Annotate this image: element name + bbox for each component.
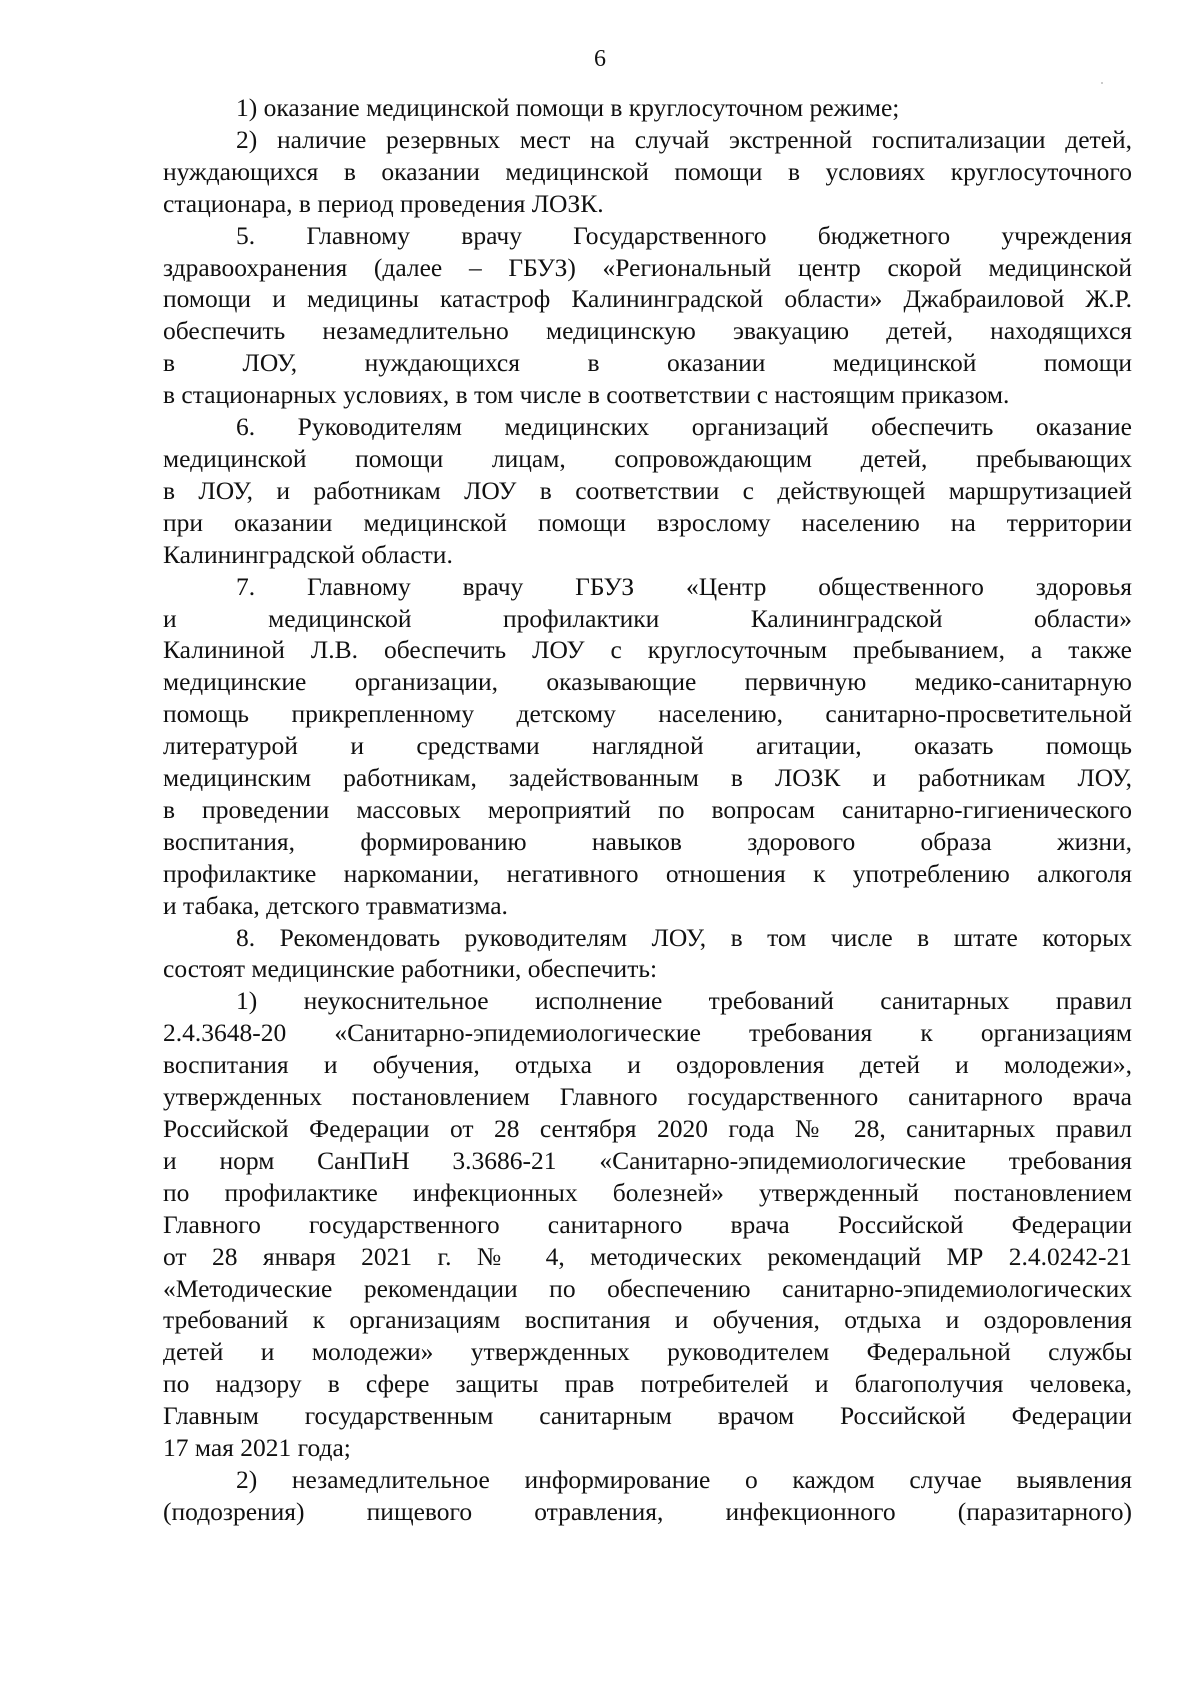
- text-line: и табака, детского травматизма.: [163, 890, 508, 920]
- page-number: 6: [594, 46, 606, 72]
- text-line: «Методические рекомендации по обеспечению санитарно-эпидемиологических: [163, 1273, 1132, 1303]
- text-line: медицинские организации, оказывающие первичную медико-санитарную: [163, 667, 1132, 697]
- text-line: 7. Главному врачу ГБУЗ «Центр общественного здоровья: [236, 571, 1132, 601]
- text-line: в проведении массовых мероприятий по вопросам санитарно-гигиенического: [163, 794, 1132, 824]
- text-line: и норм СанПиН 3.3686-21 «Санитарно-эпидемиологические требования: [163, 1145, 1132, 1175]
- text-line: 17 мая 2021 года;: [163, 1433, 351, 1463]
- text-line: 1) оказание медицинской помощи в круглосуточном режиме;: [236, 93, 900, 122]
- text-line: требований к организациям воспитания и обучения, отдыха и оздоровления: [163, 1305, 1132, 1335]
- text-line: Российской Федерации от 28 сентября 2020 года № 28, санитарных правил: [163, 1114, 1132, 1143]
- text-line: профилактике наркомании, негативного отношения к употреблению алкоголя: [163, 858, 1132, 888]
- text-line: 5. Главному врачу Государственного бюджетного учреждения: [236, 220, 1132, 250]
- text-line: медицинским работникам, задействованным в ЛОЗК и работникам ЛОУ,: [163, 763, 1132, 793]
- text-line: воспитания и обучения, отдыха и оздоровления детей и молодежи»,: [163, 1050, 1132, 1080]
- document-body: [163, 92, 1132, 1528]
- text-line: воспитания, формированию навыков здорового образа жизни,: [163, 826, 1132, 856]
- text-line: (подозрения) пищевого отравления, инфекционного (паразитарного): [163, 1496, 1132, 1526]
- text-line: помощь прикрепленному детскому населению, санитарно-просветительной: [163, 699, 1132, 729]
- text-line: в стационарных условиях, в том числе в соответствии с настоящим приказом.: [163, 380, 1010, 410]
- text-line: 8. Рекомендовать руководителям ЛОУ, в том числе в штате которых: [236, 922, 1132, 952]
- text-line: 1) неукоснительное исполнение требований санитарных правил: [236, 986, 1132, 1016]
- text-line: утвержденных постановлением Главного государственного санитарного врача: [163, 1082, 1132, 1112]
- text-line: по профилактике инфекционных болезней» утвержденный постановлением: [163, 1177, 1132, 1207]
- text-line: медицинской помощи лицам, сопровождающим детей, пребывающих: [163, 443, 1132, 473]
- text-line: литературой и средствами наглядной агитации, оказать помощь: [163, 731, 1132, 761]
- text-line: обеспечить незамедлительно медицинскую эвакуацию детей, находящихся: [163, 316, 1132, 346]
- text-line: 2.4.3648-20 «Санитарно-эпидемиологические требования к организациям: [163, 1018, 1132, 1048]
- text-line: в ЛОУ, и работникам ЛОУ в соответствии с действующей маршрутизацией: [163, 475, 1132, 505]
- text-line: 2) незамедлительное информирование о каждом случае выявления: [236, 1464, 1132, 1494]
- text-line: помощи и медицины катастроф Калининградской области» Джабраиловой Ж.Р.: [163, 284, 1132, 314]
- scan-speck: [1101, 82, 1103, 84]
- text-line: Главного государственного санитарного врача Российской Федерации: [163, 1209, 1132, 1239]
- text-line: от 28 января 2021 г. № 4, методических рекомендаций МР 2.4.0242-21: [163, 1241, 1132, 1271]
- text-line: 6. Руководителям медицинских организаций обеспечить оказание: [236, 412, 1132, 442]
- text-line: Главным государственным санитарным врачом Российской Федерации: [163, 1401, 1132, 1431]
- text-line: Калининградской области.: [163, 539, 453, 569]
- text-line: в ЛОУ, нуждающихся в оказании медицинской помощи: [163, 348, 1132, 378]
- text-line: нуждающихся в оказании медицинской помощи в условиях круглосуточного: [163, 156, 1132, 186]
- text-line: при оказании медицинской помощи взрослому населению на территории: [163, 507, 1132, 537]
- text-line: Калининой Л.В. обеспечить ЛОУ с круглосуточным пребыванием, а также: [163, 635, 1132, 665]
- text-line: состоят медицинские работники, обеспечить:: [163, 954, 658, 984]
- text-line: детей и молодежи» утвержденных руководителем Федеральной службы: [163, 1337, 1132, 1367]
- text-line: здравоохранения (далее – ГБУЗ) «Региональный центр скорой медицинской: [163, 252, 1132, 282]
- text-line: 2) наличие резервных мест на случай экстренной госпитализации детей,: [236, 124, 1132, 154]
- text-line: по надзору в сфере защиты прав потребителей и благополучия человека,: [163, 1369, 1132, 1399]
- text-line: стационара, в период проведения ЛОЗК.: [163, 188, 604, 218]
- text-line: и медицинской профилактики Калининградской области»: [163, 603, 1132, 633]
